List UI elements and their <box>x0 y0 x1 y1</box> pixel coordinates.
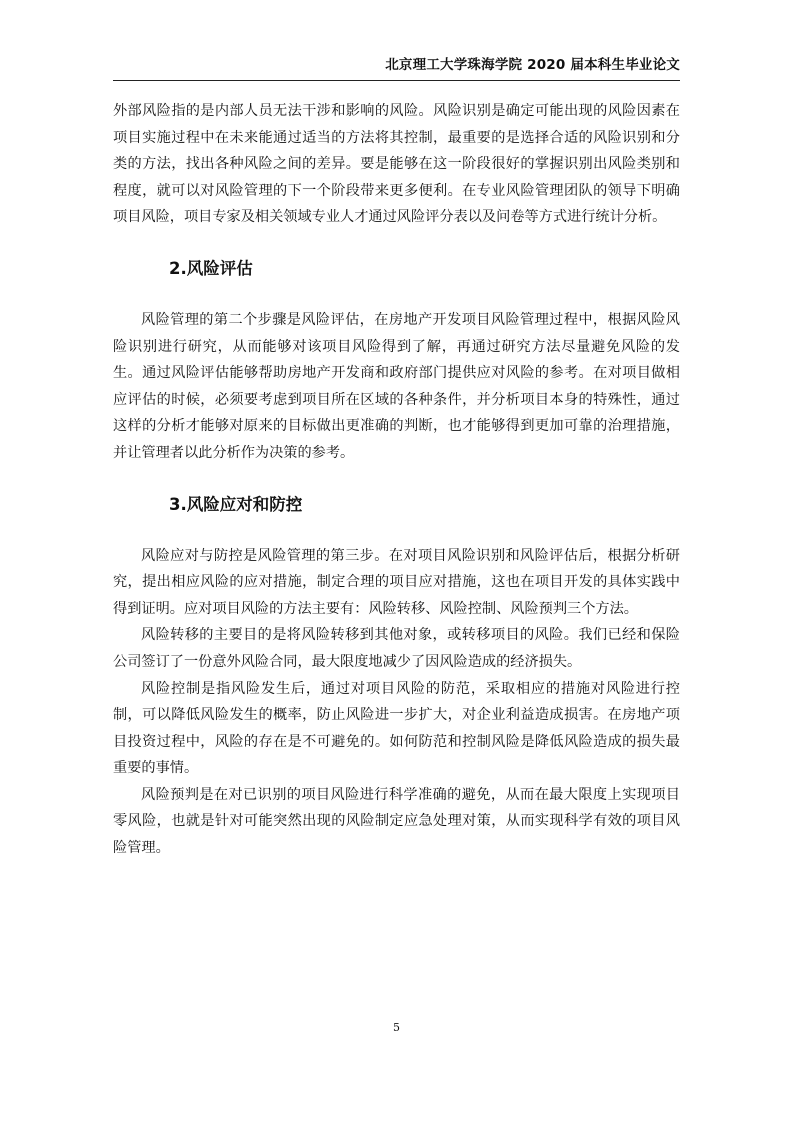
page-number: 5 <box>393 1021 400 1034</box>
risk-prediction-paragraph: 风险预判是在对已识别的项目风险进行科学准确的避免，从而在最大限度上实现项目零风险，也就是针对可能突然出现的风险制定应急处理对策，从而实现科学有效的项目风险管理。 <box>113 786 680 857</box>
risk-transfer-paragraph: 风险转移的主要目的是将风险转移到其他对象，或转移项目的风险。我们已经和保险公司签订了一份意外风险合同，最大限度地减少了因风险造成的经济损失。 <box>113 627 680 670</box>
risk-response-paragraph: 风险应对与防控是风险管理的第三步。在对项目风险识别和风险评估后，根据分析研究，提出相应风险的应对措施，制定合理的项目应对措施，这也在项目开发的具体实践中得到证明。应对项目风险的方法主要有：风险转移、风险控制、风险预判三个方法。 <box>113 547 680 617</box>
page-body <box>113 98 680 862</box>
page-header-title: 北京理工大学珠海学院 2020 届本科生毕业论文 <box>385 57 680 73</box>
intro-paragraph: 外部风险指的是内部人员无法干涉和影响的风险。风险识别是确定可能出现的风险因素在项目实施过程中在未来能通过适当的方法将其控制，最重要的是选择合适的风险识别和分类的方法，找出各种风险之间的差异。要是能够在这一阶段很好的掌握识别出风险类别和程度，就可以对风险管理的下一个阶段带来更多便利。在专业风险管理团队的领导下明确项目风险，项目专家及相关领域专业人才通过风险评分表以及问卷等方式进行统计分析。 <box>113 103 680 226</box>
section-heading-risk-assessment: 2.风险评估 <box>169 258 253 278</box>
risk-assessment-paragraph: 风险管理的第二个步骤是风险评估，在房地产开发项目风险管理过程中，根据风险风险识别进行研究，从而能够对该项目风险得到了解，再通过研究方法尽量避免风险的发生。通过风险评估能够帮助房地产开发商和政府部门提供应对风险的参考。在对项目做相应评估的时候，必须要考虑到项目所在区域的各种条件，并分析项目本身的特殊性，通过这样的分析才能够对原来的目标做出更准确的判断，也才能够得到更加可靠的治理措施，并让管理者以此分析作为决策的参考。 <box>113 311 680 461</box>
risk-control-paragraph: 风险控制是指风险发生后，通过对项目风险的防范，采取相应的措施对风险进行控制，可以降低风险发生的概率，防止风险进一步扩大，对企业利益造成损害。在房地产项目投资过程中，风险的存在是不可避免的。如何防范和控制风险是降低风险造成的损失最重要的事情。 <box>113 680 680 777</box>
header-rule <box>113 80 680 81</box>
section-heading-risk-response: 3.风险应对和防控 <box>169 494 303 514</box>
